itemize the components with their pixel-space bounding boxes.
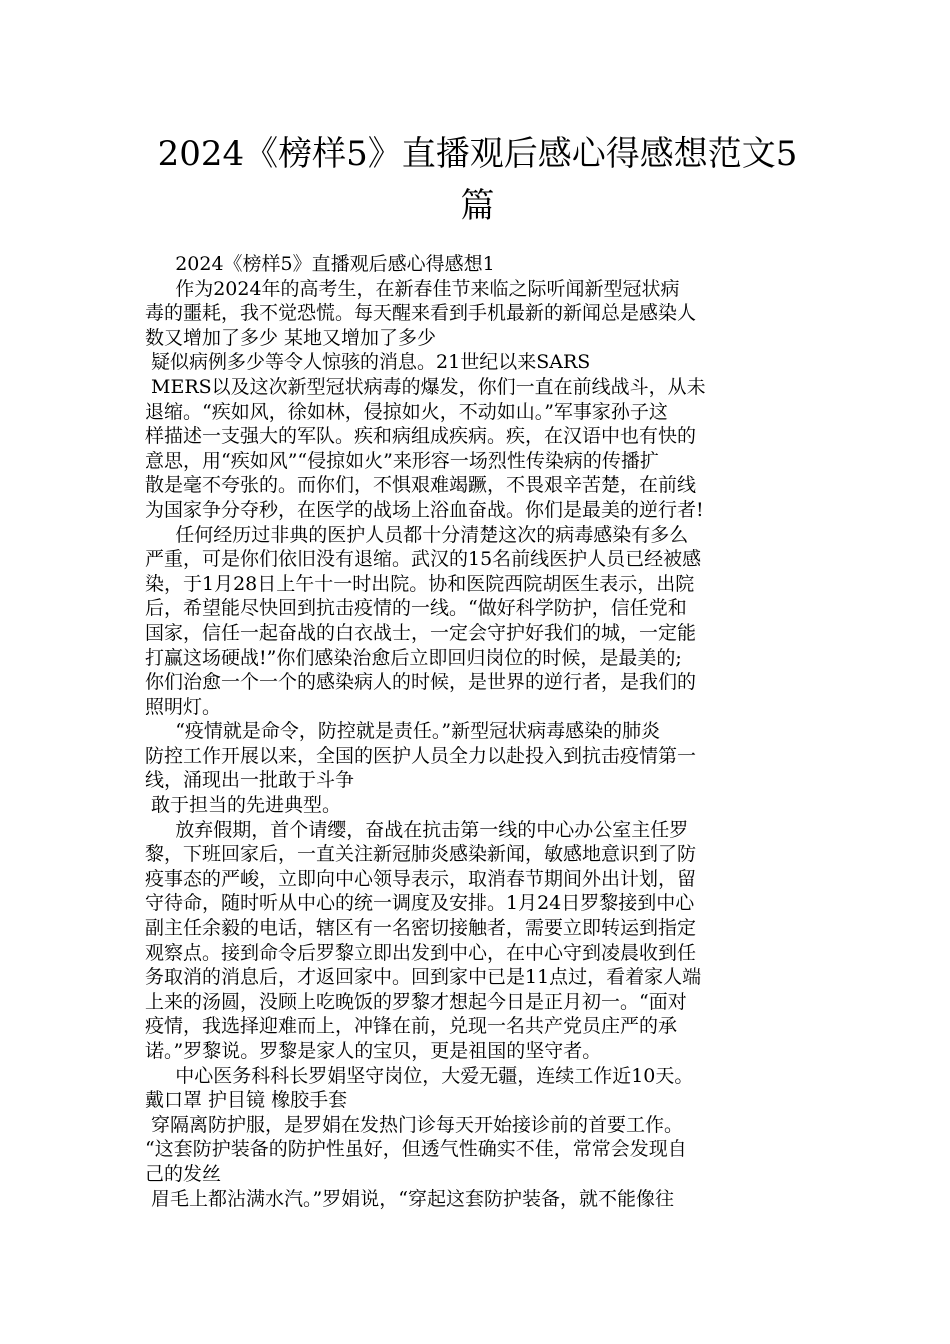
text-line: “疫情就是命令，防控就是责任。”新型冠状病毒感染的肺炎	[145, 720, 661, 743]
text-line: 任何经历过非典的医护人员都十分清楚这次的病毒感染有多么	[145, 523, 689, 546]
text-line: 诺。”罗黎说。罗黎是家人的宝贝，更是祖国的坚守者。	[145, 1040, 602, 1062]
text-line: 毒的噩耗，我不觉恐慌。每天醒来看到手机最新的新闻总是感染人	[145, 302, 697, 325]
text-line: 2024《榜样5》直播观后感心得感想1	[145, 253, 495, 275]
text-line: 上来的汤圆，没顾上吃晚饭的罗黎才想起今日是正月初一。“面对	[145, 990, 687, 1013]
text-line: 国家，信任一起奋战的白衣战士，一定会守护好我们的城，一定能	[145, 621, 697, 644]
text-line: 意思，用“疾如风”“侵掠如火”来形容一场烈性传染病的传播扩	[145, 449, 659, 472]
text-line: 守待命，随时听从中心的统一调度及安排。1月24日罗黎接到中心	[145, 892, 695, 915]
text-line: 防控工作开展以来，全国的医护人员全力以赴投入到抗击疫情第一	[145, 744, 697, 767]
text-line: 戴口罩 护目镜 橡胶手套	[145, 1089, 348, 1112]
text-line: 作为2024年的高考生，在新春佳节来临之际听闻新型冠状病	[145, 277, 680, 300]
text-line: 后，希望能尽快回到抗击疫情的一线。“做好科学防护，信任党和	[145, 597, 687, 620]
text-line: 散是毫不夸张的。而你们，不惧艰难竭蹶，不畏艰辛苦楚，在前线	[145, 474, 697, 497]
text-line: 线，涌现出一批敢于斗争	[145, 769, 355, 792]
text-line: 中心医务科科长罗娟坚守岗位，大爱无疆，连续工作近10天。	[145, 1064, 694, 1087]
document-page	[145, 128, 810, 1211]
text-line: 疑似病例多少等令人惊骇的消息。21世纪以来SARS	[145, 351, 591, 374]
text-line: 黎，下班回家后，一直关注新冠肺炎感染新闻，敏感地意识到了防	[145, 843, 697, 866]
text-line: 照明灯。	[145, 695, 222, 718]
text-line: 放弃假期，首个请缨，奋战在抗击第一线的中心办公室主任罗	[145, 818, 689, 841]
text-line: 疫事态的严峻，立即向中心领导表示，取消春节期间外出计划，留	[145, 867, 697, 890]
text-line: 疫情，我选择迎难而上，冲锋在前，兑现一名共产党员庄严的承	[145, 1015, 678, 1038]
text-line: 打赢这场硬战!”你们感染治愈后立即回归岗位的时候，是最美的;	[145, 646, 682, 669]
text-line: 样描述一支强大的军队。疾和病组成疾病。疾，在汉语中也有快的	[145, 425, 697, 448]
text-line: “这套防护装备的防护性虽好，但透气性确实不佳，常常会发现自	[145, 1138, 687, 1161]
text-line: 严重，可是你们依旧没有退缩。武汉的15名前线医护人员已经被感	[145, 548, 702, 571]
title-line-1: 2024《榜样5》直播观后感心得感想范文5	[157, 134, 798, 174]
text-line: 敢于担当的先进典型。	[145, 794, 342, 817]
text-line: 副主任余毅的电话，辖区有一名密切接触者，需要立即转运到指定	[145, 917, 697, 940]
text-line: 己的发丝	[145, 1162, 222, 1185]
text-line: 你们治愈一个一个的感染病人的时候，是世界的逆行者，是我们的	[145, 671, 697, 694]
text-line: 为国家争分夺秒，在医学的战场上浴血奋战。你们是最美的逆行者!	[145, 498, 704, 521]
text-line: MERS以及这次新型冠状病毒的爆发，你们一直在前线战斗，从未	[145, 375, 706, 398]
document-title	[145, 128, 810, 232]
text-line: 退缩。“疾如风，徐如林，侵掠如火，不动如山。”军事家孙子这	[145, 400, 668, 423]
text-line: 务取消的消息后，才返回家中。回到家中已是11点过，看着家人端	[145, 966, 702, 989]
text-line: 观察点。接到命令后罗黎立即出发到中心，在中心守到凌晨收到任	[145, 941, 697, 964]
text-line: 穿隔离防护服，是罗娟在发热门诊每天开始接诊前的首要工作。	[145, 1113, 684, 1136]
document-body	[145, 252, 810, 1211]
title-line-2: 篇	[460, 186, 495, 226]
text-line: 数又增加了多少 某地又增加了多少	[145, 326, 437, 349]
text-line: 染，于1月28日上午十一时出院。协和医院西院胡医生表示，出院	[145, 572, 695, 595]
text-line: 眉毛上都沾满水汽。”罗娟说，“穿起这套防护装备，就不能像往	[145, 1187, 674, 1210]
